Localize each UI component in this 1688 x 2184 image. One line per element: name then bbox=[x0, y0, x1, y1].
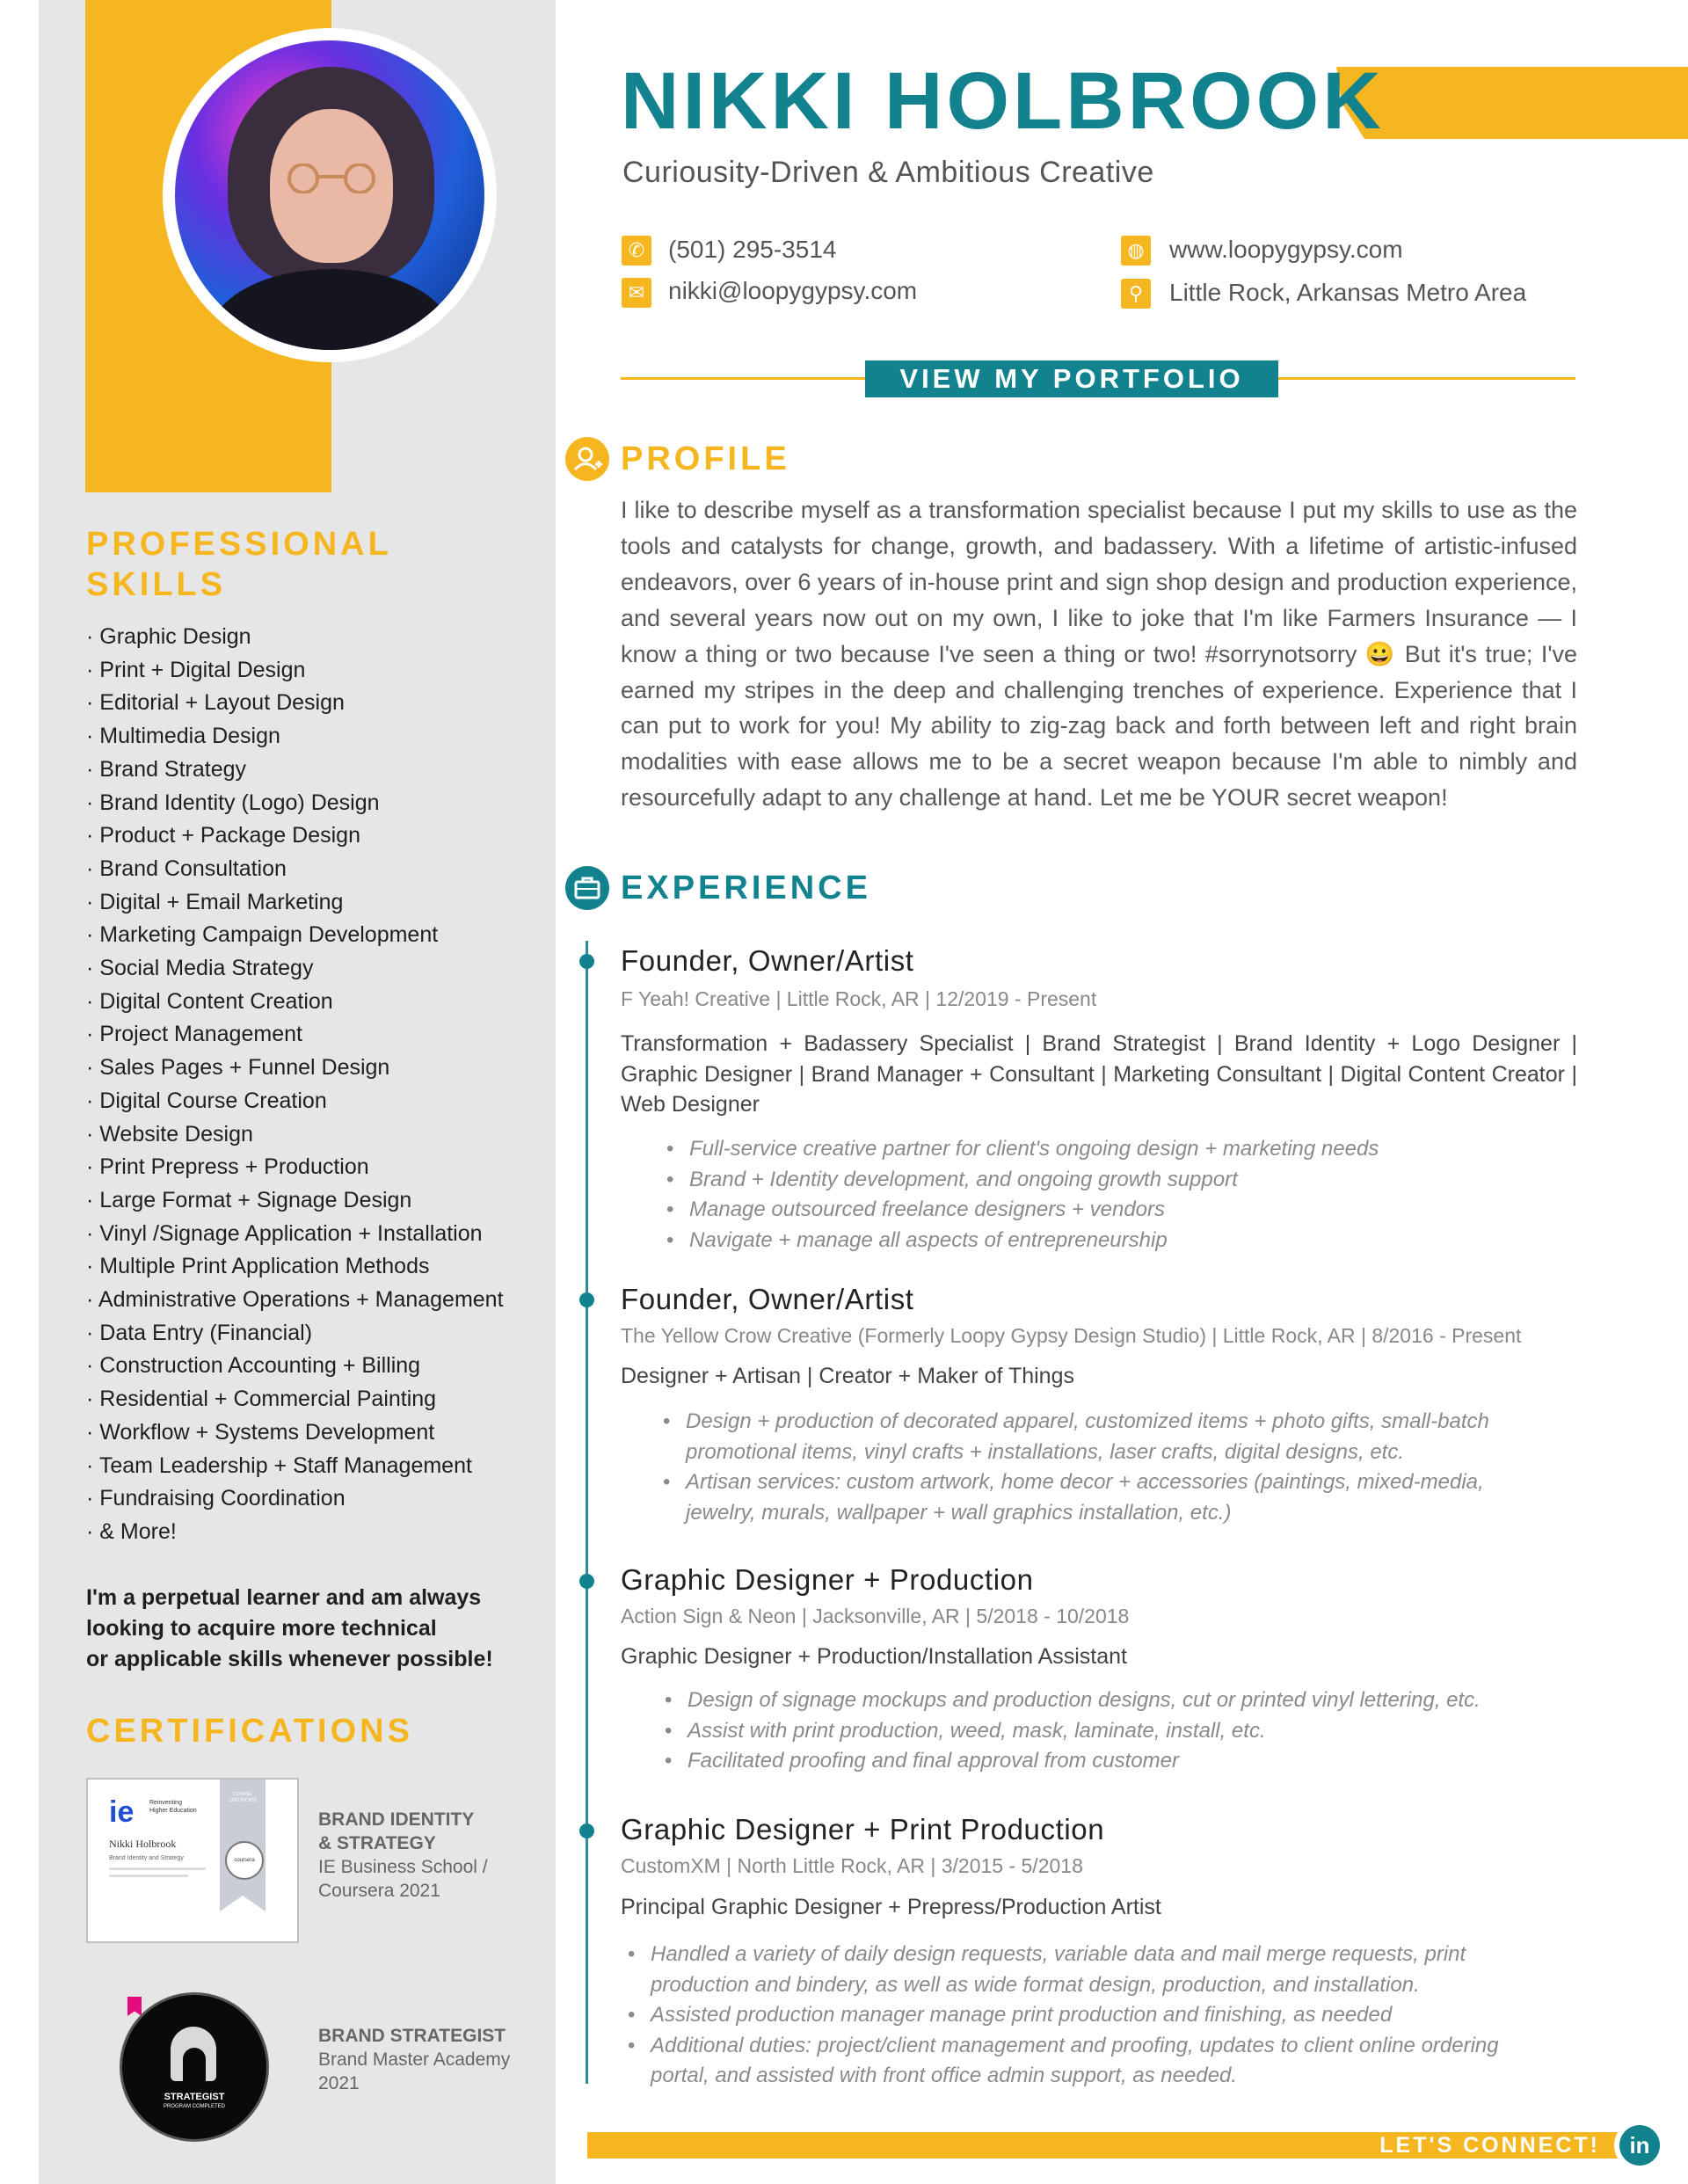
skills-list bbox=[86, 621, 543, 1549]
skill-item: · Workflow + Systems Development bbox=[86, 1419, 435, 1445]
job-title: Graphic Designer + Print Production bbox=[621, 1813, 1105, 1845]
email-icon: ✉ bbox=[622, 278, 651, 308]
timeline-dot bbox=[579, 1292, 594, 1307]
job-roles: Principal Graphic Designer + Prepress/Production Artist bbox=[621, 1895, 1161, 1919]
skill-item: · Social Media Strategy bbox=[86, 956, 314, 981]
timeline-dot bbox=[579, 1574, 594, 1589]
job-bullets bbox=[661, 1685, 1575, 1777]
skill-item: · Digital Content Creation bbox=[86, 988, 333, 1014]
job-roles: Transformation + Badassery Specialist | Brand Strategist | Brand Identity + Logo Designer | Graphic Designer | Brand Manager + Consultant | Marketing Consultant | Digital Content Creator | Web Designer bbox=[621, 1031, 1577, 1117]
skill-item: · Product + Package Design bbox=[86, 823, 360, 848]
job-bullet: • Assist with print production, weed, mask, laminate, install, etc. bbox=[661, 1716, 1575, 1747]
skill-item: · Team Leadership + Staff Management bbox=[86, 1452, 472, 1478]
lets-connect-label[interactable]: LET'S CONNECT! bbox=[1379, 2133, 1600, 2158]
skill-item: · Brand Consultation bbox=[86, 855, 287, 881]
name-accent-arrow bbox=[1336, 67, 1688, 139]
email-link[interactable]: nikki@loopygypsy.com bbox=[668, 277, 918, 304]
skill-item: · Graphic Design bbox=[86, 624, 251, 649]
skill-item: · Website Design bbox=[86, 1121, 253, 1147]
skill-item: · Project Management bbox=[86, 1022, 302, 1047]
certification-brand-strategist: BRAND STRATEGIST Brand Master Academy 2021 bbox=[318, 2026, 511, 2093]
location-pin-icon: ⚲ bbox=[1121, 279, 1151, 309]
job-meta: F Yeah! Creative | Little Rock, AR | 12/2019 - Present bbox=[621, 987, 1097, 1010]
phone-icon: ✆ bbox=[622, 236, 651, 266]
skill-item: · Print + Digital Design bbox=[86, 657, 306, 682]
timeline-dot bbox=[579, 954, 594, 969]
linkedin-icon[interactable]: in bbox=[1619, 2125, 1660, 2166]
job-bullet: • Navigate + manage all aspects of entrepreneurship bbox=[663, 1226, 1577, 1256]
job-bullets bbox=[659, 1407, 1539, 1528]
strategist-badge[interactable]: STRATEGIST PROGRAM COMPLETED bbox=[120, 1992, 269, 2142]
job-bullet: • Artisan services: custom artwork, home decor + accessories (paintings, mixed-media, jewelry, murals, wallpaper + wall graphics installation, etc.) bbox=[659, 1467, 1539, 1528]
job-bullet: • Handled a variety of daily design requests, variable data and mail merge requests, print production and bindery, as well as wide format design, production, and installation. bbox=[624, 1940, 1539, 2000]
skill-item: · Print Prepress + Production bbox=[86, 1154, 369, 1180]
profile-heading: PROFILE bbox=[621, 440, 790, 477]
job-bullet: • Full-service creative partner for client's ongoing design + marketing needs bbox=[663, 1134, 1577, 1165]
job-meta: Action Sign & Neon | Jacksonville, AR | 5/2018 - 10/2018 bbox=[621, 1605, 1130, 1627]
skill-item: · Large Format + Signage Design bbox=[86, 1187, 412, 1212]
page-title: NIKKI HOLBROOK bbox=[621, 56, 1385, 146]
phone-number[interactable]: (501) 295-3514 bbox=[668, 236, 837, 263]
certification-brand-identity: BRAND IDENTITY & STRATEGY IE Business School / Coursera 2021 bbox=[318, 1809, 488, 1901]
experience-heading: EXPERIENCE bbox=[621, 870, 871, 906]
tagline: Curiousity-Driven & Ambitious Creative bbox=[622, 156, 1154, 189]
skill-item: · Digital + Email Marketing bbox=[86, 889, 344, 914]
user-icon bbox=[565, 437, 609, 481]
skill-item: · Marketing Campaign Development bbox=[86, 922, 439, 948]
job-roles: Designer + Artisan | Creator + Maker of Things bbox=[621, 1364, 1074, 1388]
skill-item: · Multiple Print Application Methods bbox=[86, 1254, 430, 1279]
job-title: Founder, Owner/Artist bbox=[621, 944, 914, 977]
certificate-image[interactable]: ie Reinventing Higher Education Nikki Holbrook Brand Identity and Strategy COURSE CERTIFICATE coursera bbox=[86, 1778, 299, 1943]
skill-item: · Sales Pages + Funnel Design bbox=[86, 1055, 390, 1081]
job-bullet: • Facilitated proofing and final approval from customer bbox=[661, 1746, 1575, 1777]
website-link[interactable]: www.loopygypsy.com bbox=[1169, 236, 1403, 263]
skill-item: · Brand Strategy bbox=[86, 756, 247, 782]
location-text: Little Rock, Arkansas Metro Area bbox=[1169, 279, 1527, 306]
skill-item: · & More! bbox=[86, 1518, 177, 1544]
job-bullets bbox=[663, 1134, 1577, 1256]
job-title: Graphic Designer + Production bbox=[621, 1563, 1034, 1596]
skill-item: · Brand Identity (Logo) Design bbox=[86, 790, 380, 815]
view-portfolio-button[interactable]: VIEW MY PORTFOLIO bbox=[865, 360, 1278, 397]
skill-item: · Vinyl /Signage Application + Installation bbox=[86, 1220, 483, 1246]
profile-photo bbox=[175, 40, 484, 350]
skill-item: · Editorial + Layout Design bbox=[86, 690, 345, 716]
skill-item: · Data Entry (Financial) bbox=[86, 1320, 313, 1345]
job-bullet: • Design + production of decorated apparel, customized items + photo gifts, small-batch promotional items, vinyl crafts + installations, laser crafts, digital designs, etc. bbox=[659, 1407, 1539, 1467]
skill-item: · Fundraising Coordination bbox=[86, 1486, 346, 1511]
skill-item: · Multimedia Design bbox=[86, 724, 280, 749]
job-bullet: • Brand + Identity development, and ongoing growth support bbox=[663, 1165, 1577, 1196]
globe-icon: ◍ bbox=[1121, 236, 1151, 266]
skill-item: · Digital Course Creation bbox=[86, 1088, 327, 1113]
briefcase-icon bbox=[565, 866, 609, 910]
profile-summary: I like to describe myself as a transformation specialist because I put my skills to use as the tools and catalysts for change, growth, and badassery. With a lifetime of artistic-infused endeavors, over 6 years of in-house print and sign shop design and production experience, and several years now out on my own, I like to joke that I'm like Farmers Insurance — I know a thing or two because I've seen a thing or two! #sorrynotsorry 😀 But it's true; I've earned my stripes in the deep and challenging trenches of experience. Experience that I can put to work for you! My ability to zig-zag back and forth between left and right brain modalities with ease allows me to be a secret weapon because I'm able to nimbly and resourcefully adapt to any challenge at hand. Let me be YOUR secret weapon! bbox=[621, 497, 1577, 812]
job-bullet: • Assisted production manager manage print production and finishing, as needed bbox=[624, 2000, 1539, 2031]
job-bullet: • Manage outsourced freelance designers + vendors bbox=[663, 1195, 1577, 1226]
job-bullet: • Additional duties: project/client management and proofing, updates to client online ordering portal, and assisted with front office admin support, as needed. bbox=[624, 2031, 1539, 2092]
job-bullet: • Design of signage mockups and production designs, cut or printed vinyl lettering, etc. bbox=[661, 1685, 1575, 1716]
learner-statement: I'm a perpetual learner and am always looking to acquire more technical or applicable skills whenever possible! bbox=[86, 1585, 493, 1671]
job-roles: Graphic Designer + Production/Installation Assistant bbox=[621, 1644, 1128, 1669]
job-bullets bbox=[624, 1940, 1539, 2092]
skills-heading: PROFESSIONAL SKILLS bbox=[86, 526, 392, 603]
job-meta: The Yellow Crow Creative (Formerly Loopy Gypsy Design Studio) | Little Rock, AR | 8/2016 - Present bbox=[621, 1324, 1522, 1347]
experience-timeline bbox=[586, 941, 588, 2084]
skill-item: · Construction Accounting + Billing bbox=[86, 1353, 421, 1379]
skill-item: · Administrative Operations + Management bbox=[86, 1287, 504, 1313]
timeline-dot bbox=[579, 1824, 594, 1838]
certifications-heading: CERTIFICATIONS bbox=[86, 1713, 413, 1750]
job-meta: CustomXM | North Little Rock, AR | 3/2015 - 5/2018 bbox=[621, 1854, 1083, 1877]
skill-item: · Residential + Commercial Painting bbox=[86, 1387, 437, 1412]
job-title: Founder, Owner/Artist bbox=[621, 1283, 914, 1315]
